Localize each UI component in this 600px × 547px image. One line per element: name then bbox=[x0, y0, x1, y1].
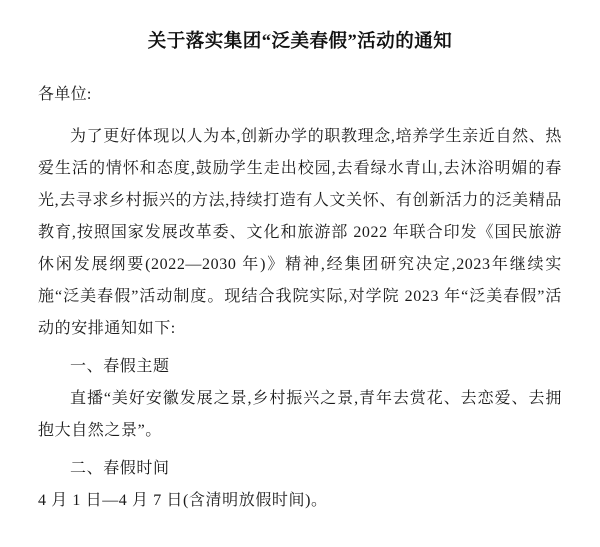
salutation-line: 各单位: bbox=[38, 85, 92, 103]
section-heading-1: 一、春假主题 bbox=[70, 358, 170, 376]
section-content-1: 直播“美好安徽发展之景,乡村振兴之景,青年去赏花、去恋爱、去拥抱大自然之景”。 bbox=[38, 390, 562, 440]
section-heading-2: 二、春假时间 bbox=[70, 460, 170, 478]
section-content-2: 4 月 1 日—4 月 7 日(含清明放假时间)。 bbox=[38, 492, 328, 510]
body-paragraph-1: 为了更好体现以人为本,创新办学的职教理念,培养学生亲近自然、热爱生活的情怀和态度,鼓励学生走出校园,去看绿水青山,去沐浴明媚的春光,去寻求乡村振兴的方法,持续打造有人文关怀、有创新活力的泛美精品教育,按照国家发展改革委、文化和旅游部 2022 年联合印发《国民旅游休闲发展纲要(2022—2030 年)》精神,经集团研究决定,2023年继续实施“泛美春假”活动制度。现结合我院实际,对学院 2023 年“泛美春假”活动的安排通知如下: bbox=[38, 128, 562, 338]
page-title: 关于落实集团“泛美春假”活动的通知 bbox=[147, 32, 453, 52]
